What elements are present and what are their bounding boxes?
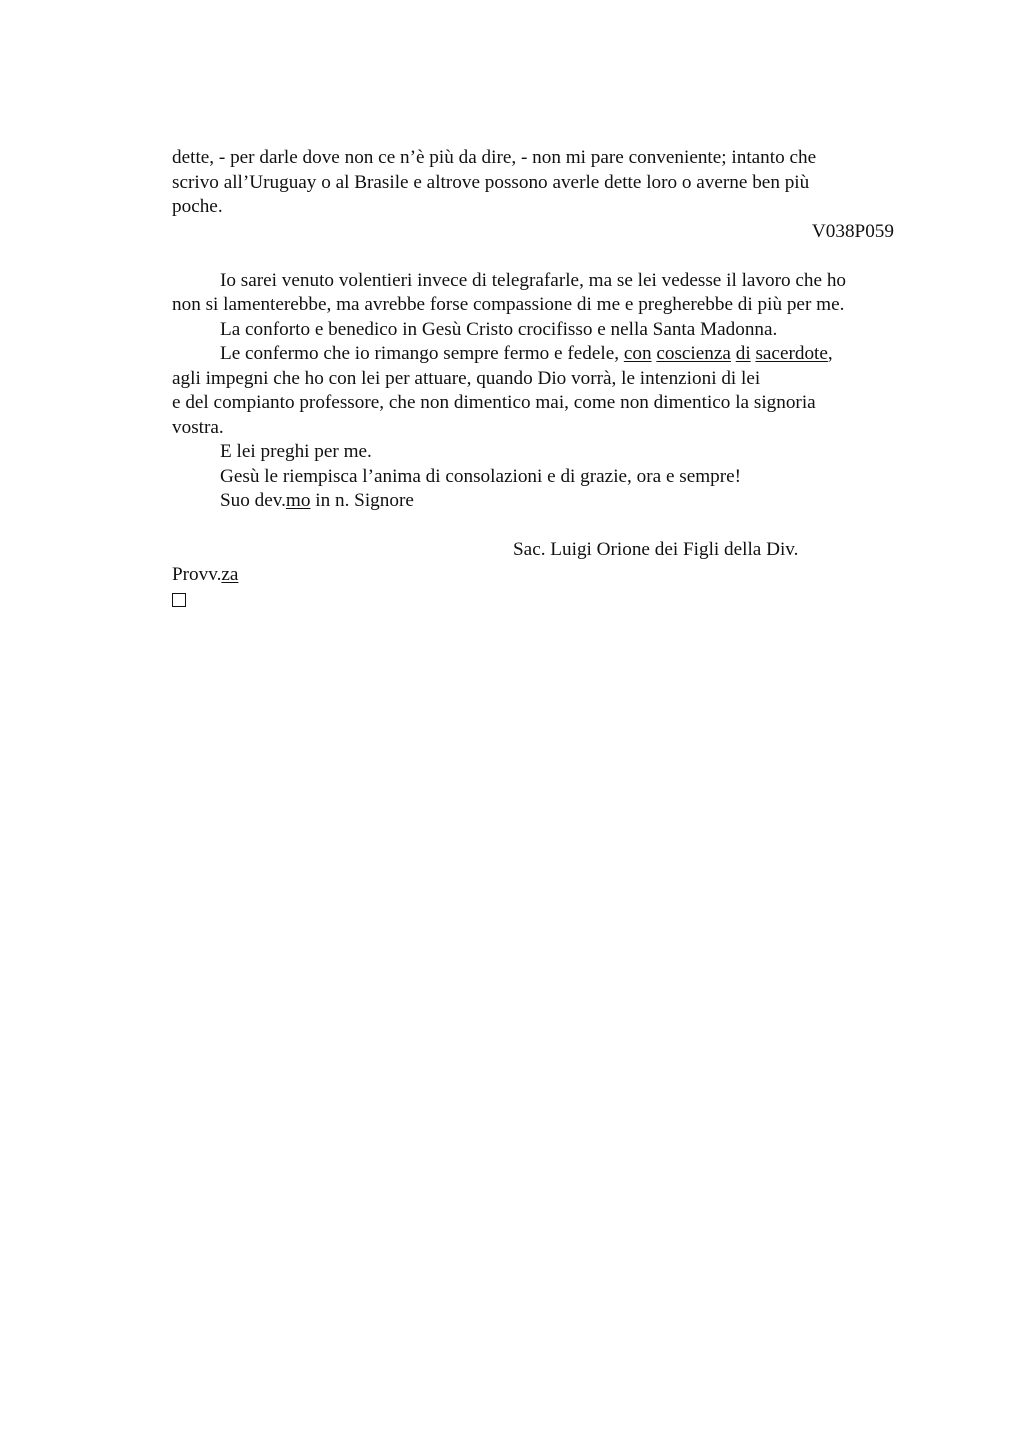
paragraph-3-line-3: e del compianto professore, che non dimentico mai, come non dimentico la signoria xyxy=(172,392,816,413)
underlined-di: di xyxy=(735,343,751,364)
underlined-con: con xyxy=(623,343,652,364)
paragraph-1-line-1: Io sarei venuto volentieri invece di telegrafarle, ma se lei vedesse il lavoro che ho xyxy=(220,269,847,291)
paragraph-4: E lei preghi per me. xyxy=(220,441,372,462)
signature-end-underlined: za xyxy=(221,563,239,585)
closing-line xyxy=(172,489,894,514)
signature-end-prefix: Provv. xyxy=(172,563,222,585)
square-box-icon xyxy=(172,593,186,607)
intro-line-1: dette, - per darle dove non ce n’è più da dire, - non mi pare conveniente; intanto che xyxy=(172,147,817,168)
document-page xyxy=(172,146,894,615)
paragraph-3-line-2: agli impegni che ho con lei per attuare, quando Dio vorrà, le intenzioni di lei xyxy=(172,367,761,389)
paragraph-3-line-4: vostra. xyxy=(172,416,224,438)
page-reference: V038P059 xyxy=(811,220,894,242)
paragraph-1-line-2: non si lamenterebbe, ma avrebbe forse compassione di me e pregherebbe di più per me. xyxy=(172,294,845,315)
paragraph-3-prefix: Le confermo che io rimango sempre fermo e fedele, xyxy=(220,343,624,364)
closing-prefix: Suo dev. xyxy=(220,490,286,511)
closing-underlined: mo xyxy=(285,490,311,511)
intro-line-3: poche. xyxy=(172,196,223,217)
paragraph-3-line-1 xyxy=(172,342,894,367)
underlined-sacerdote: sacerdote xyxy=(755,343,828,364)
signature: Sac. Luigi Orione dei Figli della Div. xyxy=(513,539,799,560)
intro-line-2: scrivo all’Uruguay o al Brasile e altrove possono averle dette loro o averne ben più xyxy=(172,171,810,193)
paragraph-2: La conforto e benedico in Gesù Cristo crocifisso e nella Santa Madonna. xyxy=(220,318,778,340)
end-marker xyxy=(172,587,894,615)
signature-end xyxy=(172,563,894,588)
underlined-coscienza: coscienza xyxy=(656,343,731,364)
spacer xyxy=(172,244,894,269)
closing-suffix: in n. Signore xyxy=(310,490,414,511)
spacer xyxy=(172,514,894,539)
paragraph-3-suffix: , xyxy=(827,343,833,364)
paragraph-5: Gesù le riempisca l’anima di consolazioni e di grazie, ora e sempre! xyxy=(220,465,742,487)
